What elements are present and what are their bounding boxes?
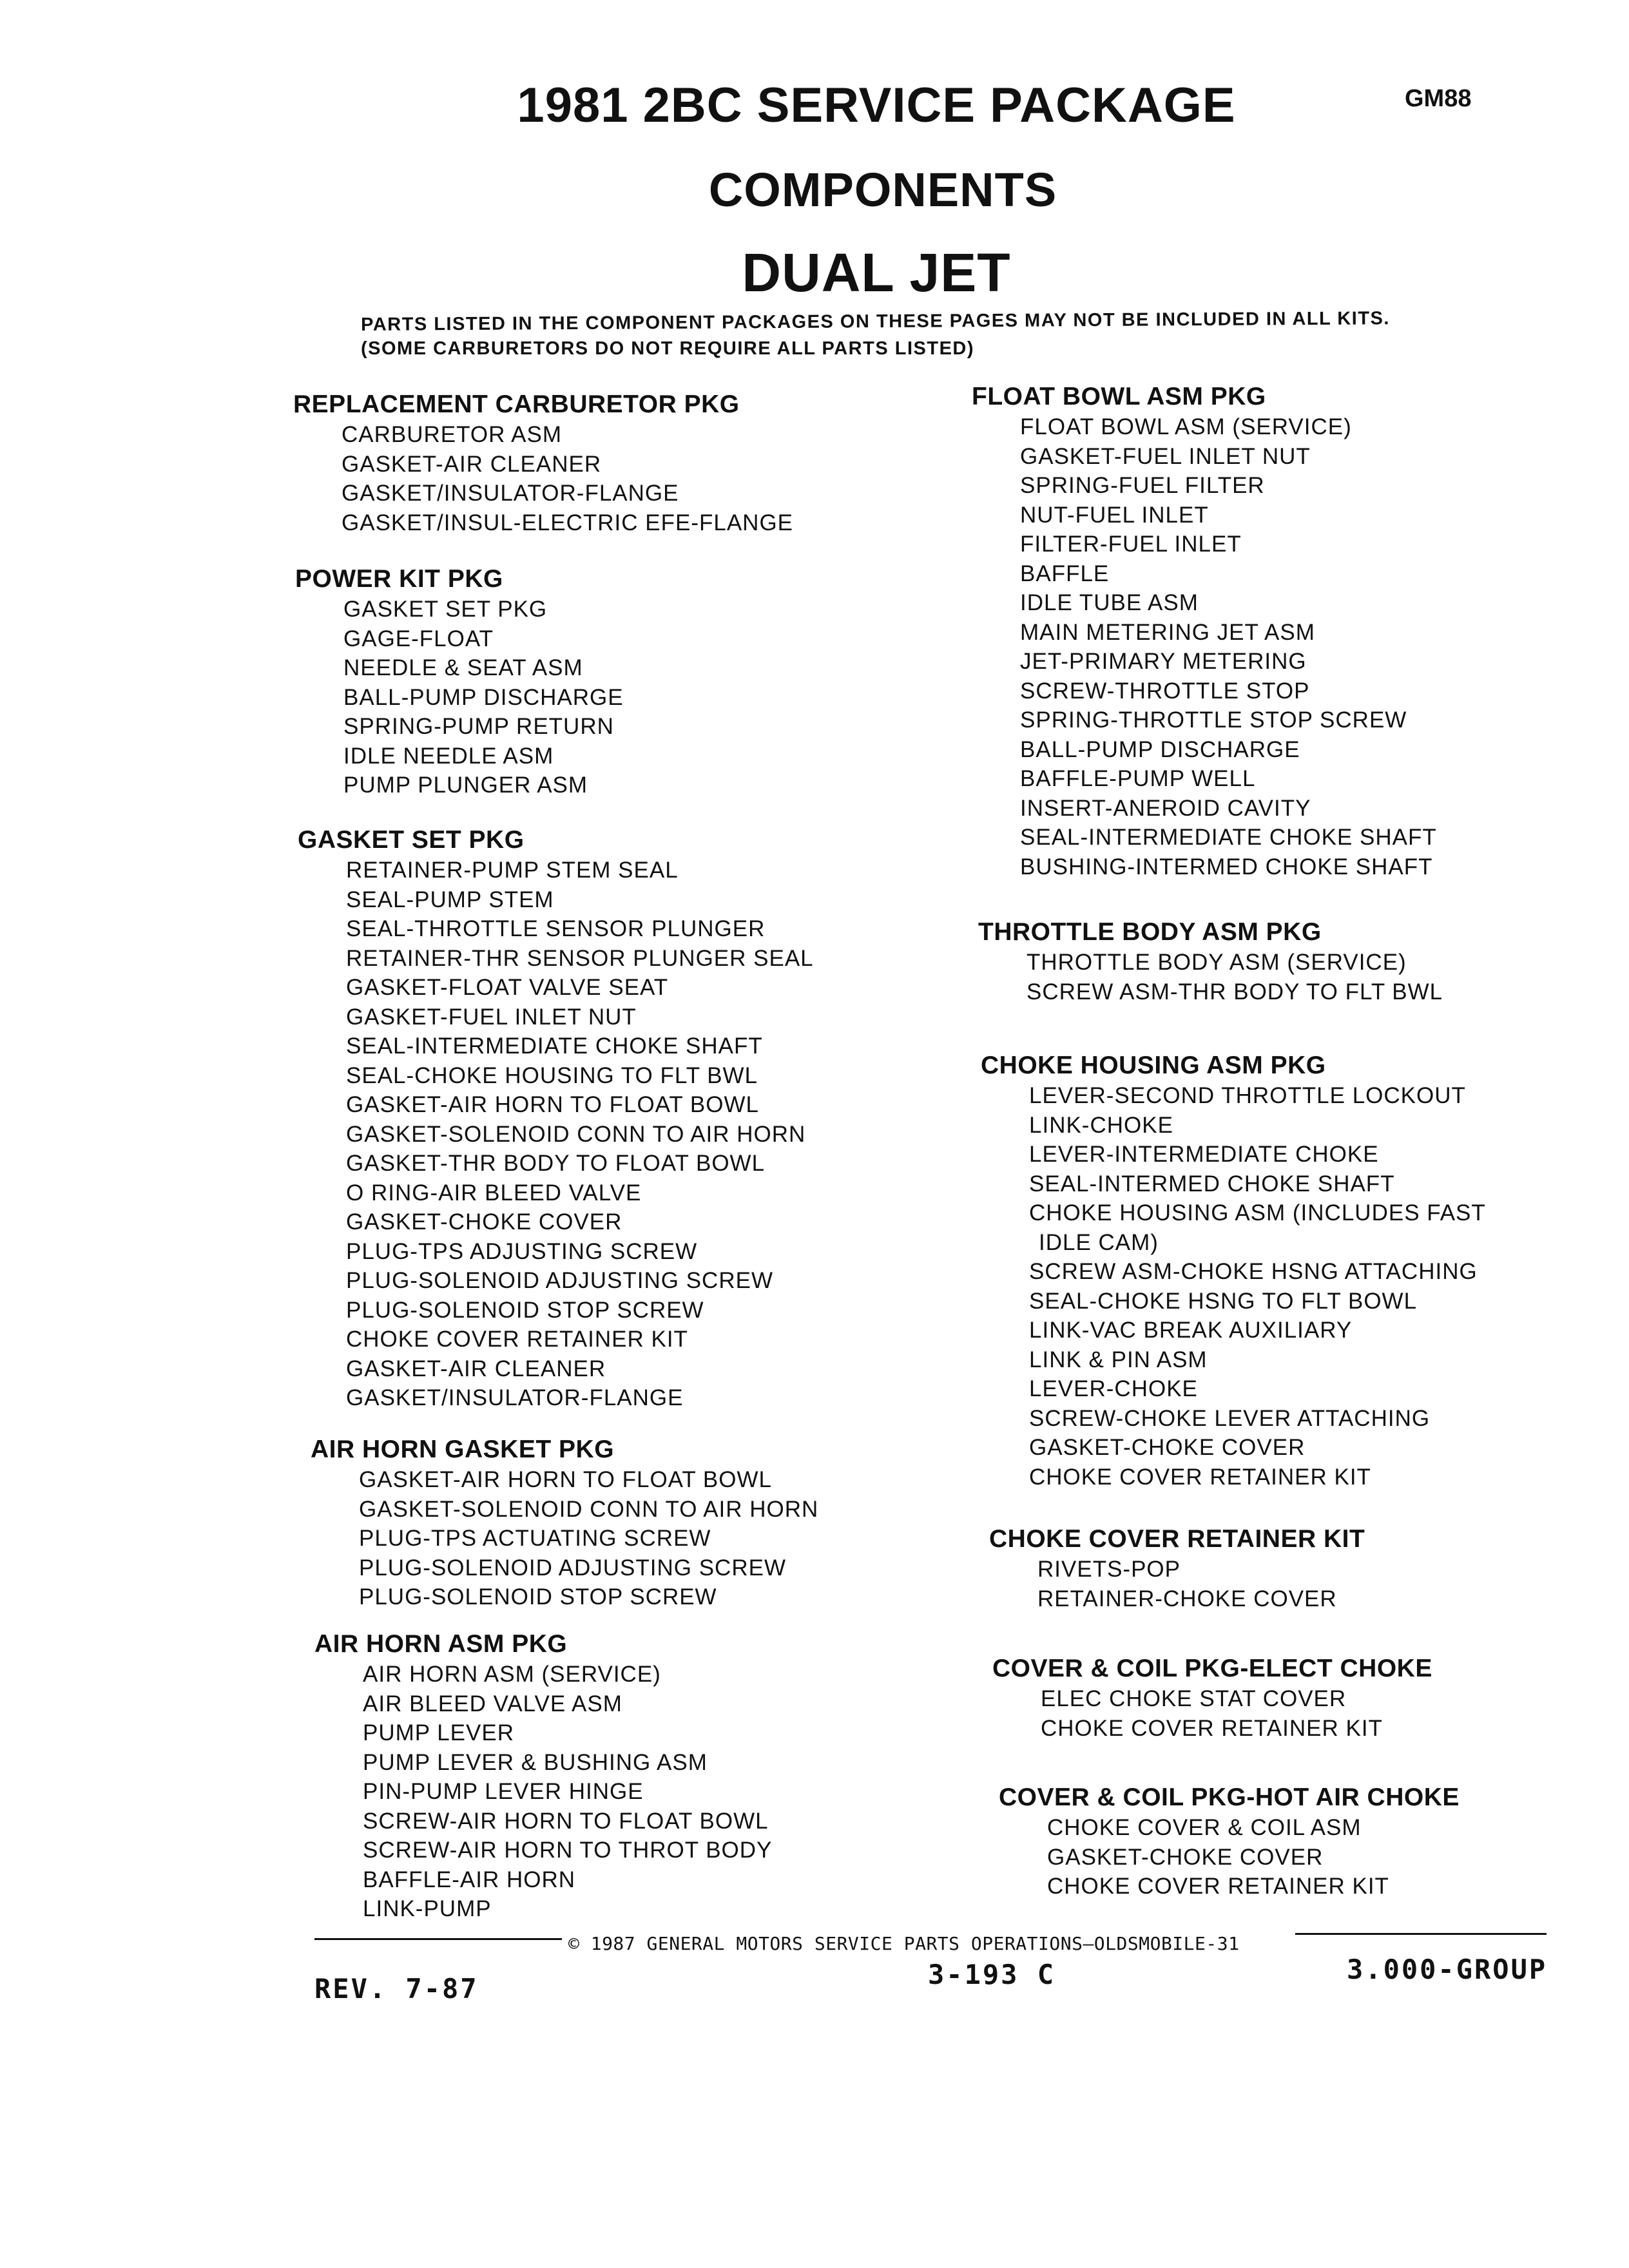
package-section	[978, 918, 1443, 1006]
part-item: GASKET-AIR CLEANER	[346, 1356, 606, 1381]
part-item: CHOKE COVER & COIL ASM	[1047, 1815, 1362, 1840]
part-item: PUMP LEVER	[363, 1720, 514, 1745]
parts-list	[978, 948, 1443, 1006]
part-item: RIVETS-POP	[1037, 1557, 1181, 1582]
package-section	[999, 1783, 1460, 1901]
part-item: GASKET/INSULATOR-FLANGE	[346, 1385, 684, 1410]
part-item: SCREW-CHOKE LEVER ATTACHING	[1029, 1405, 1431, 1431]
parts-list	[999, 1813, 1460, 1901]
part-item: SEAL-INTERMEDIATE CHOKE SHAFT	[346, 1033, 763, 1059]
part-item: GASKET-THR BODY TO FLOAT BOWL	[346, 1151, 766, 1176]
part-item: IDLE NEEDLE ASM	[343, 743, 554, 769]
footer-rule-left	[314, 1938, 562, 1940]
part-item: CARBURETOR ASM	[342, 422, 563, 447]
part-item: MAIN METERING JET ASM	[1020, 619, 1315, 645]
part-item: LINK-CHOKE	[1029, 1112, 1173, 1138]
part-item: LEVER-CHOKE	[1029, 1376, 1198, 1401]
part-item: GASKET-AIR HORN TO FLOAT BOWL	[359, 1467, 772, 1492]
part-item: SCREW-AIR HORN TO FLOAT BOWL	[363, 1808, 769, 1834]
part-item: GASKET-FLOAT VALVE SEAT	[346, 975, 669, 1000]
part-item: GASKET SET PKG	[343, 597, 548, 622]
part-item: LINK-PUMP	[363, 1896, 492, 1921]
section-title: AIR HORN ASM PKG	[314, 1630, 568, 1658]
part-item: NUT-FUEL INLET	[1020, 502, 1209, 528]
section-title: GASKET SET PKG	[298, 826, 525, 854]
part-item: NEEDLE & SEAT ASM	[343, 655, 583, 680]
part-item: PUMP PLUNGER ASM	[343, 773, 588, 798]
revision-date: REV. 7-87	[314, 1973, 479, 2004]
part-item: GASKET/INSUL-ELECTRIC EFE-FLANGE	[342, 510, 794, 535]
part-item: CHOKE HOUSING ASM (INCLUDES FAST	[1029, 1200, 1486, 1225]
parts-list	[311, 1465, 818, 1612]
part-item: SCREW ASM-CHOKE HSNG ATTACHING	[1029, 1259, 1478, 1284]
part-item: PLUG-SOLENOID ADJUSTING SCREW	[346, 1268, 773, 1293]
parts-list	[972, 412, 1437, 881]
part-item: GASKET/INSULATOR-FLANGE	[342, 481, 679, 506]
footer-copyright: © 1987 GENERAL MOTORS SERVICE PARTS OPERATIONS—OLDSMOBILE-31	[568, 1933, 1240, 1954]
part-item: FILTER-FUEL INLET	[1020, 532, 1242, 557]
part-item: GASKET-CHOKE COVER	[1029, 1435, 1306, 1460]
package-section	[992, 1655, 1432, 1743]
parts-list	[981, 1081, 1486, 1492]
part-item: THROTTLE BODY ASM (SERVICE)	[1027, 950, 1407, 975]
part-item: IDLE TUBE ASM	[1020, 590, 1199, 615]
note-line-2: (SOME CARBURETORS DO NOT REQUIRE ALL PARTS LISTED)	[361, 338, 975, 359]
part-item: GASKET-FUEL INLET NUT	[1020, 443, 1311, 469]
part-item: SEAL-THROTTLE SENSOR PLUNGER	[346, 916, 766, 941]
part-item: GASKET-FUEL INLET NUT	[346, 1004, 637, 1030]
page-subtitle: COMPONENTS	[708, 163, 1057, 216]
package-section	[298, 826, 814, 1413]
parts-list	[314, 1660, 772, 1924]
part-item: PLUG-TPS ADJUSTING SCREW	[346, 1238, 698, 1264]
part-item: AIR HORN ASM (SERVICE)	[363, 1662, 661, 1687]
part-item: CHOKE COVER RETAINER KIT	[1047, 1874, 1389, 1899]
part-item: BAFFLE	[1020, 561, 1110, 586]
part-item: BAFFLE-PUMP WELL	[1020, 766, 1256, 791]
document-code: GM88	[1405, 85, 1472, 112]
section-title: AIR HORN GASKET PKG	[311, 1436, 615, 1463]
package-section	[293, 390, 793, 537]
part-item: GASKET-AIR CLEANER	[342, 451, 602, 477]
part-item: LINK & PIN ASM	[1029, 1347, 1208, 1372]
package-section	[981, 1052, 1486, 1492]
part-item: SEAL-CHOKE HOUSING TO FLT BWL	[346, 1062, 758, 1088]
package-section	[972, 383, 1437, 881]
section-title: POWER KIT PKG	[295, 565, 503, 593]
part-item: PLUG-SOLENOID STOP SCREW	[359, 1584, 717, 1610]
part-item: AIR BLEED VALVE ASM	[363, 1691, 622, 1716]
part-item: CHOKE COVER RETAINER KIT	[1041, 1715, 1383, 1741]
page-title: 1981 2BC SERVICE PACKAGE	[517, 78, 1236, 133]
section-title: CHOKE HOUSING ASM PKG	[981, 1052, 1326, 1079]
part-item: SEAL-INTERMEDIATE CHOKE SHAFT	[1020, 825, 1437, 850]
package-section	[989, 1525, 1365, 1613]
part-item: INSERT-ANEROID CAVITY	[1020, 795, 1311, 821]
part-item: JET-PRIMARY METERING	[1020, 649, 1307, 674]
part-item: SCREW-THROTTLE STOP	[1020, 678, 1310, 704]
part-item: SEAL-INTERMED CHOKE SHAFT	[1029, 1171, 1395, 1196]
part-item: SCREW ASM-THR BODY TO FLT BWL	[1027, 979, 1443, 1004]
part-item: GASKET-SOLENOID CONN TO AIR HORN	[359, 1496, 819, 1522]
part-item: RETAINER-THR SENSOR PLUNGER SEAL	[346, 945, 814, 971]
part-item: SPRING-PUMP RETURN	[343, 714, 614, 739]
part-item: PLUG-SOLENOID ADJUSTING SCREW	[359, 1555, 786, 1581]
parts-list	[295, 595, 624, 800]
part-item: CHOKE COVER RETAINER KIT	[346, 1327, 688, 1352]
part-item: FLOAT BOWL ASM (SERVICE)	[1020, 414, 1352, 439]
part-item: SEAL-PUMP STEM	[346, 887, 554, 912]
section-title: CHOKE COVER RETAINER KIT	[989, 1525, 1365, 1553]
section-title: COVER & COIL PKG-HOT AIR CHOKE	[999, 1783, 1460, 1811]
package-section	[295, 565, 624, 800]
part-item: GAGE-FLOAT	[343, 626, 494, 651]
footer-rule-right	[1295, 1933, 1547, 1935]
part-item: O RING-AIR BLEED VALVE	[346, 1180, 642, 1206]
part-item: PIN-PUMP LEVER HINGE	[363, 1779, 644, 1804]
part-item: PLUG-TPS ACTUATING SCREW	[359, 1526, 711, 1551]
page-number: 3-193 C	[928, 1959, 1056, 1990]
part-item: IDLE CAM)	[1039, 1229, 1159, 1255]
part-item: GASKET-CHOKE COVER	[1047, 1844, 1324, 1870]
part-item: GASKET-CHOKE COVER	[346, 1209, 622, 1235]
part-item: RETAINER-CHOKE COVER	[1037, 1586, 1337, 1611]
part-item: LEVER-SECOND THROTTLE LOCKOUT	[1029, 1083, 1466, 1108]
part-item: RETAINER-PUMP STEM SEAL	[346, 858, 679, 883]
part-item: BUSHING-INTERMED CHOKE SHAFT	[1020, 854, 1433, 879]
part-item: LINK-VAC BREAK AUXILIARY	[1029, 1318, 1353, 1343]
section-title: THROTTLE BODY ASM PKG	[978, 918, 1322, 946]
package-section	[311, 1436, 818, 1612]
parts-list	[989, 1555, 1365, 1613]
part-item: SPRING-FUEL FILTER	[1020, 473, 1265, 498]
parts-list	[293, 420, 793, 537]
section-title: FLOAT BOWL ASM PKG	[972, 383, 1266, 410]
carburetor-type-title: DUAL JET	[742, 242, 1011, 303]
part-item: PLUG-SOLENOID STOP SCREW	[346, 1297, 704, 1323]
note-line-1: PARTS LISTED IN THE COMPONENT PACKAGES ON THESE PAGES MAY NOT BE INCLUDED IN ALL KITS.	[361, 308, 1391, 335]
part-item: SEAL-CHOKE HSNG TO FLT BOWL	[1029, 1288, 1418, 1314]
package-section	[314, 1630, 772, 1924]
part-item: LEVER-INTERMEDIATE CHOKE	[1029, 1142, 1379, 1167]
part-item: ELEC CHOKE STAT COVER	[1041, 1686, 1347, 1711]
part-item: GASKET-SOLENOID CONN TO AIR HORN	[346, 1121, 806, 1147]
group-number: 3.000-GROUP	[1347, 1954, 1548, 1985]
parts-list	[298, 856, 814, 1413]
part-item: CHOKE COVER RETAINER KIT	[1029, 1464, 1371, 1490]
part-item: SCREW-AIR HORN TO THROT BODY	[363, 1838, 773, 1863]
part-item: PUMP LEVER & BUSHING ASM	[363, 1749, 708, 1775]
parts-list	[992, 1684, 1432, 1743]
part-item: SPRING-THROTTLE STOP SCREW	[1020, 707, 1407, 733]
part-item: BALL-PUMP DISCHARGE	[343, 684, 624, 710]
part-item: BALL-PUMP DISCHARGE	[1020, 736, 1300, 762]
part-item: BAFFLE-AIR HORN	[363, 1867, 576, 1892]
section-title: REPLACEMENT CARBURETOR PKG	[293, 390, 740, 418]
section-title: COVER & COIL PKG-ELECT CHOKE	[992, 1655, 1432, 1682]
part-item: GASKET-AIR HORN TO FLOAT BOWL	[346, 1092, 759, 1117]
